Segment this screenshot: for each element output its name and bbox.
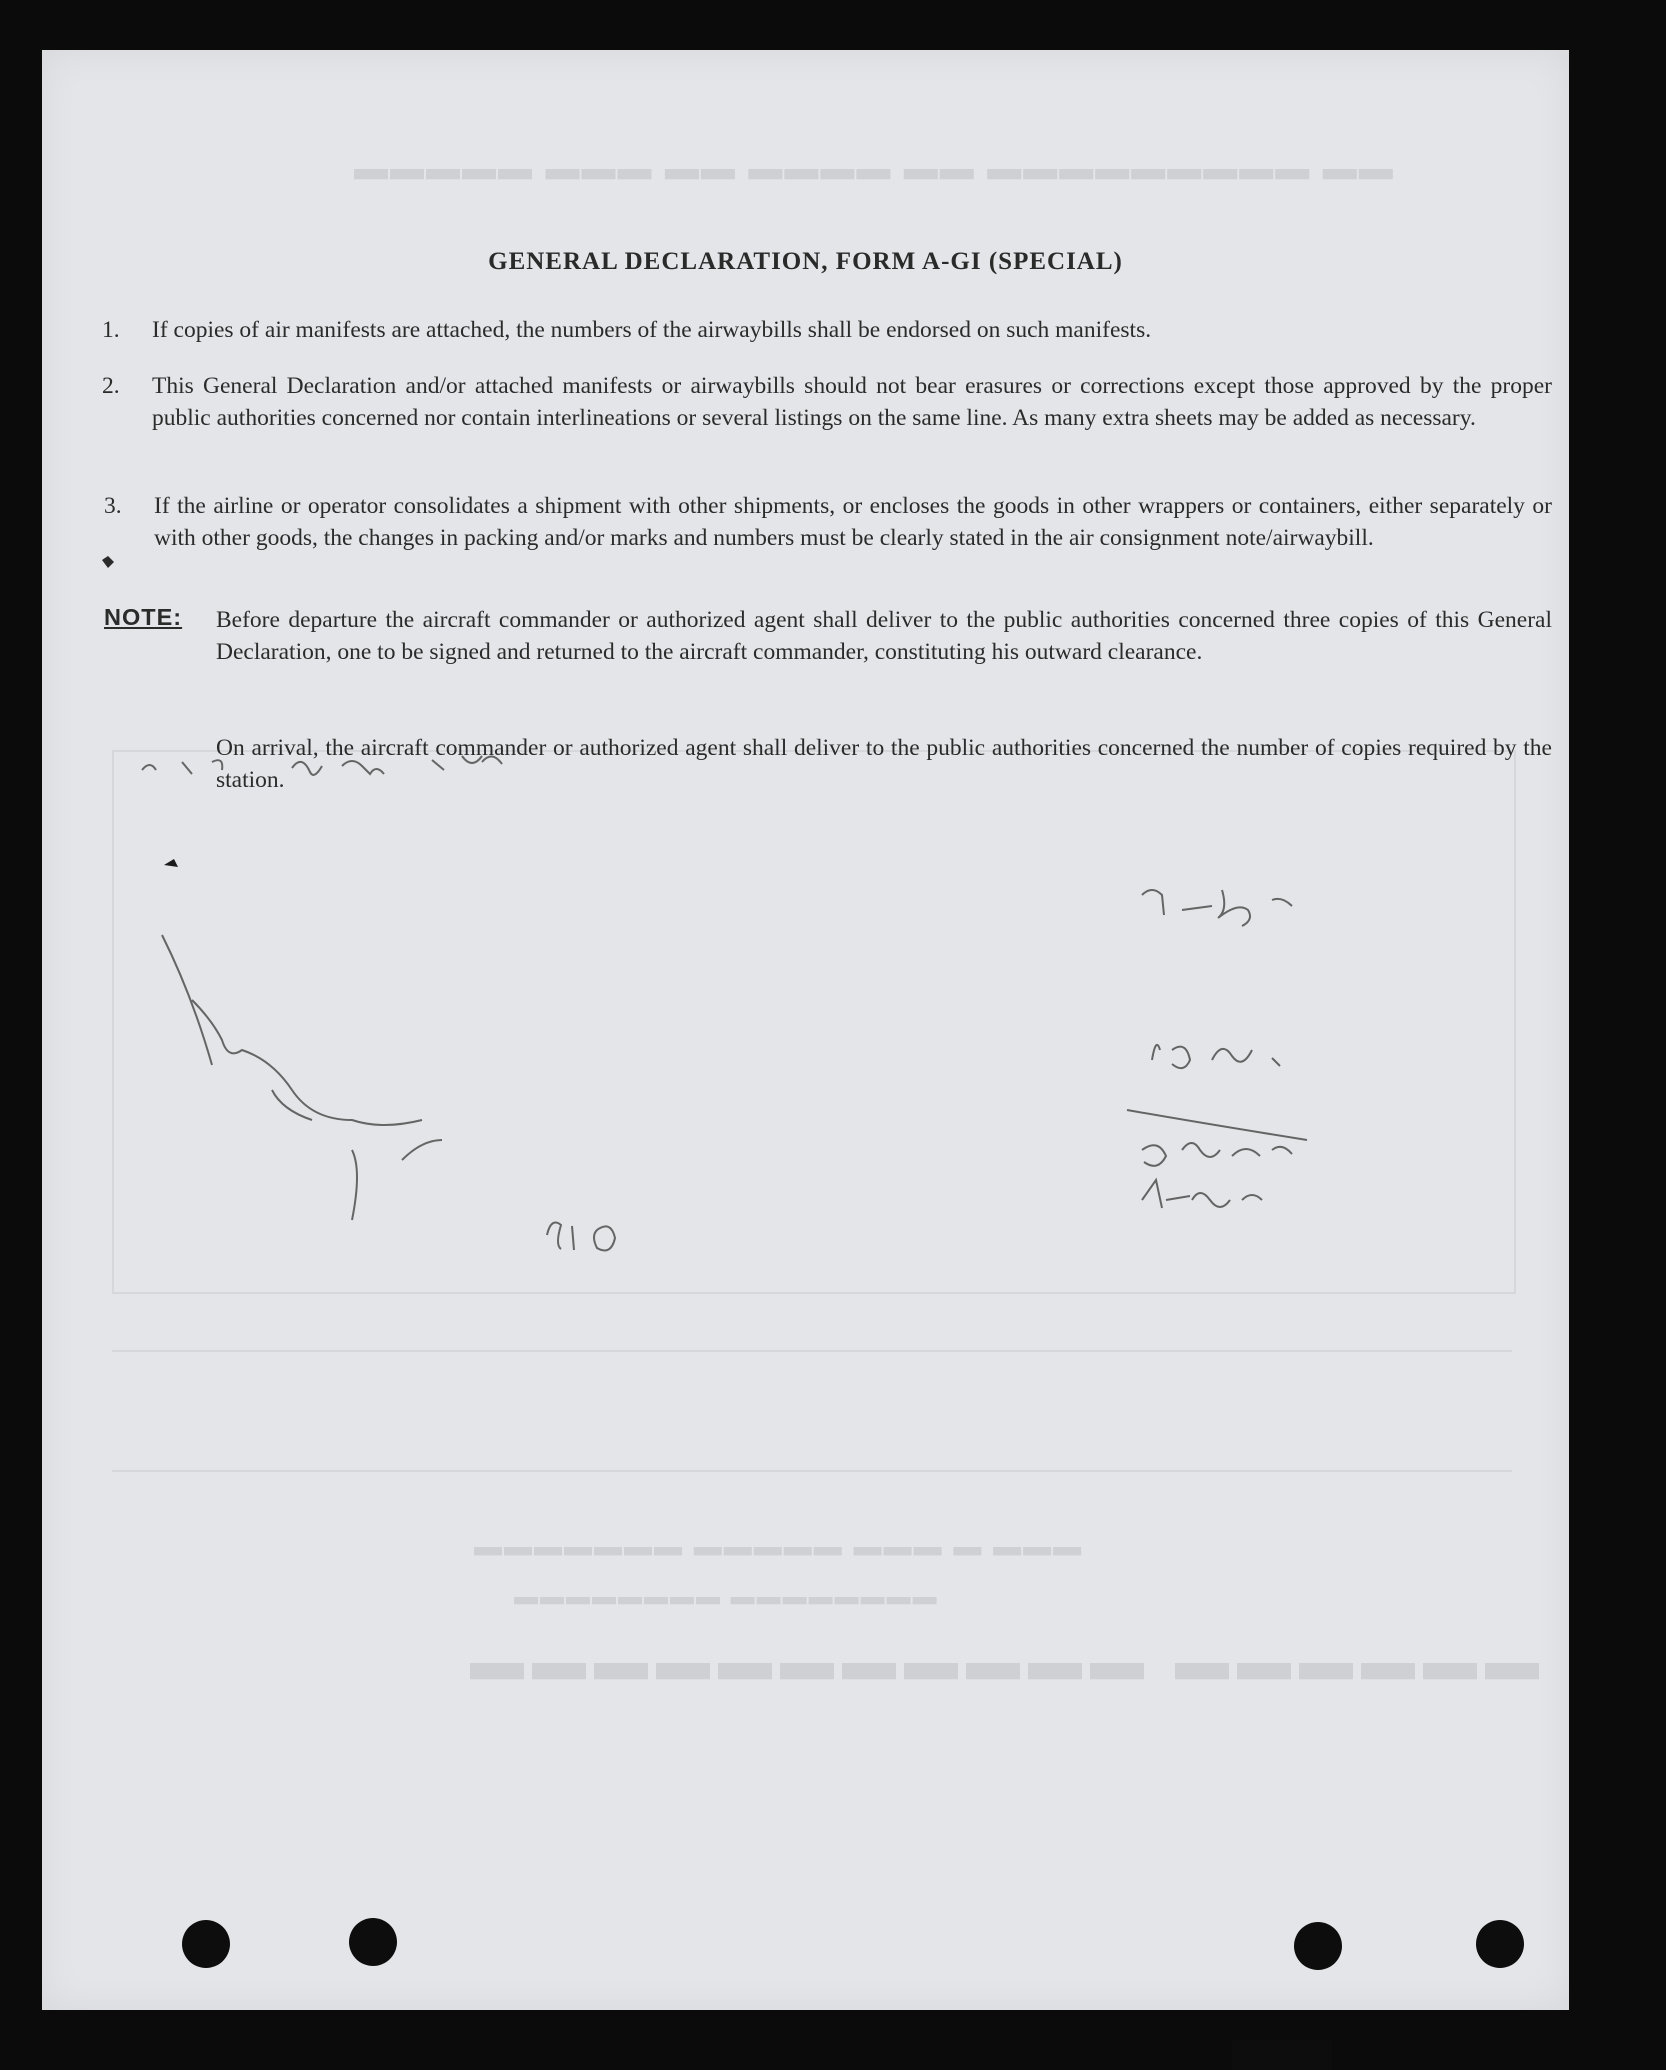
item-number: 1. — [102, 317, 120, 343]
note-paragraph-departure: Before departure the aircraft commander or authorized agent shall deliver to the public authorities concerned three copies of this General Declaration, one to be signed and returned to the aircraft commander, constituting his outward clearance. — [216, 607, 1552, 665]
note-label: NOTE: — [104, 604, 183, 630]
punch-hole — [1476, 1920, 1524, 1968]
handwritten-number — [547, 1223, 615, 1251]
item-text: If copies of air manifests are attached, the numbers of the airwaybills shall be endorsed on such manifests. — [152, 317, 1152, 343]
bleed-through-text: ▬▬ ▬▬▬▬▬▬▬▬▬ ▬▬ ▬▬▬▬ ▬▬ ▬▬▬ ▬▬▬▬▬ — [352, 161, 1393, 199]
item-text: If the airline or operator consolidates a shipment with other shipments, or encloses the goods in other wrappers or containers, either separately or with other goods, the changes in packing and/or marks and numbers must be clearly stated in the air consignment note/airwaybill. — [154, 493, 1552, 551]
handwritten-signature — [162, 935, 442, 1220]
item-number: 2. — [102, 373, 120, 399]
punch-hole — [1294, 1922, 1342, 1970]
document-title: GENERAL DECLARATION, FORM A-GI (SPECIAL) — [488, 248, 1123, 275]
handwritten-number — [1142, 890, 1292, 926]
ink-mark — [164, 859, 178, 867]
handwritten-number — [1142, 1143, 1292, 1166]
note-paragraph-arrival: On arrival, the aircraft commander or authorized agent shall deliver to the public authorities concerned the number of copies required by the station. — [216, 735, 1552, 793]
handwritten-number — [1152, 1045, 1280, 1068]
bleed-through-text: ▬▬▬▬▬▬ ▬▬▬▬▬▬▬▬▬▬▬ — [462, 1651, 1540, 1711]
document-sheet — [42, 50, 1569, 2010]
handwritten-marks — [42, 50, 1569, 2010]
handwritten-scrawl — [142, 756, 502, 775]
punch-hole — [349, 1918, 397, 1966]
handwritten-number — [1142, 1180, 1262, 1208]
item-text: This General Declaration and/or attached manifests or airwaybills should not bear erasures or corrections except those approved by the proper public authorities concerned nor contain interlineations or several listings on the same line. As many extra sheets may be added as necessary. — [152, 373, 1552, 431]
handwritten-underline — [1127, 1110, 1307, 1140]
bleed-through-text: ▬▬▬▬▬▬▬▬ ▬▬▬▬▬▬▬▬ — [512, 1591, 937, 1618]
bleed-through-text: ▬▬▬ ▬ ▬▬▬ ▬▬▬▬▬ ▬▬▬▬▬▬▬ — [472, 1541, 1082, 1572]
item-number: 3. — [104, 493, 122, 519]
ink-mark — [102, 556, 114, 568]
punch-hole — [182, 1920, 230, 1968]
binding-tab — [1232, 2040, 1332, 2070]
